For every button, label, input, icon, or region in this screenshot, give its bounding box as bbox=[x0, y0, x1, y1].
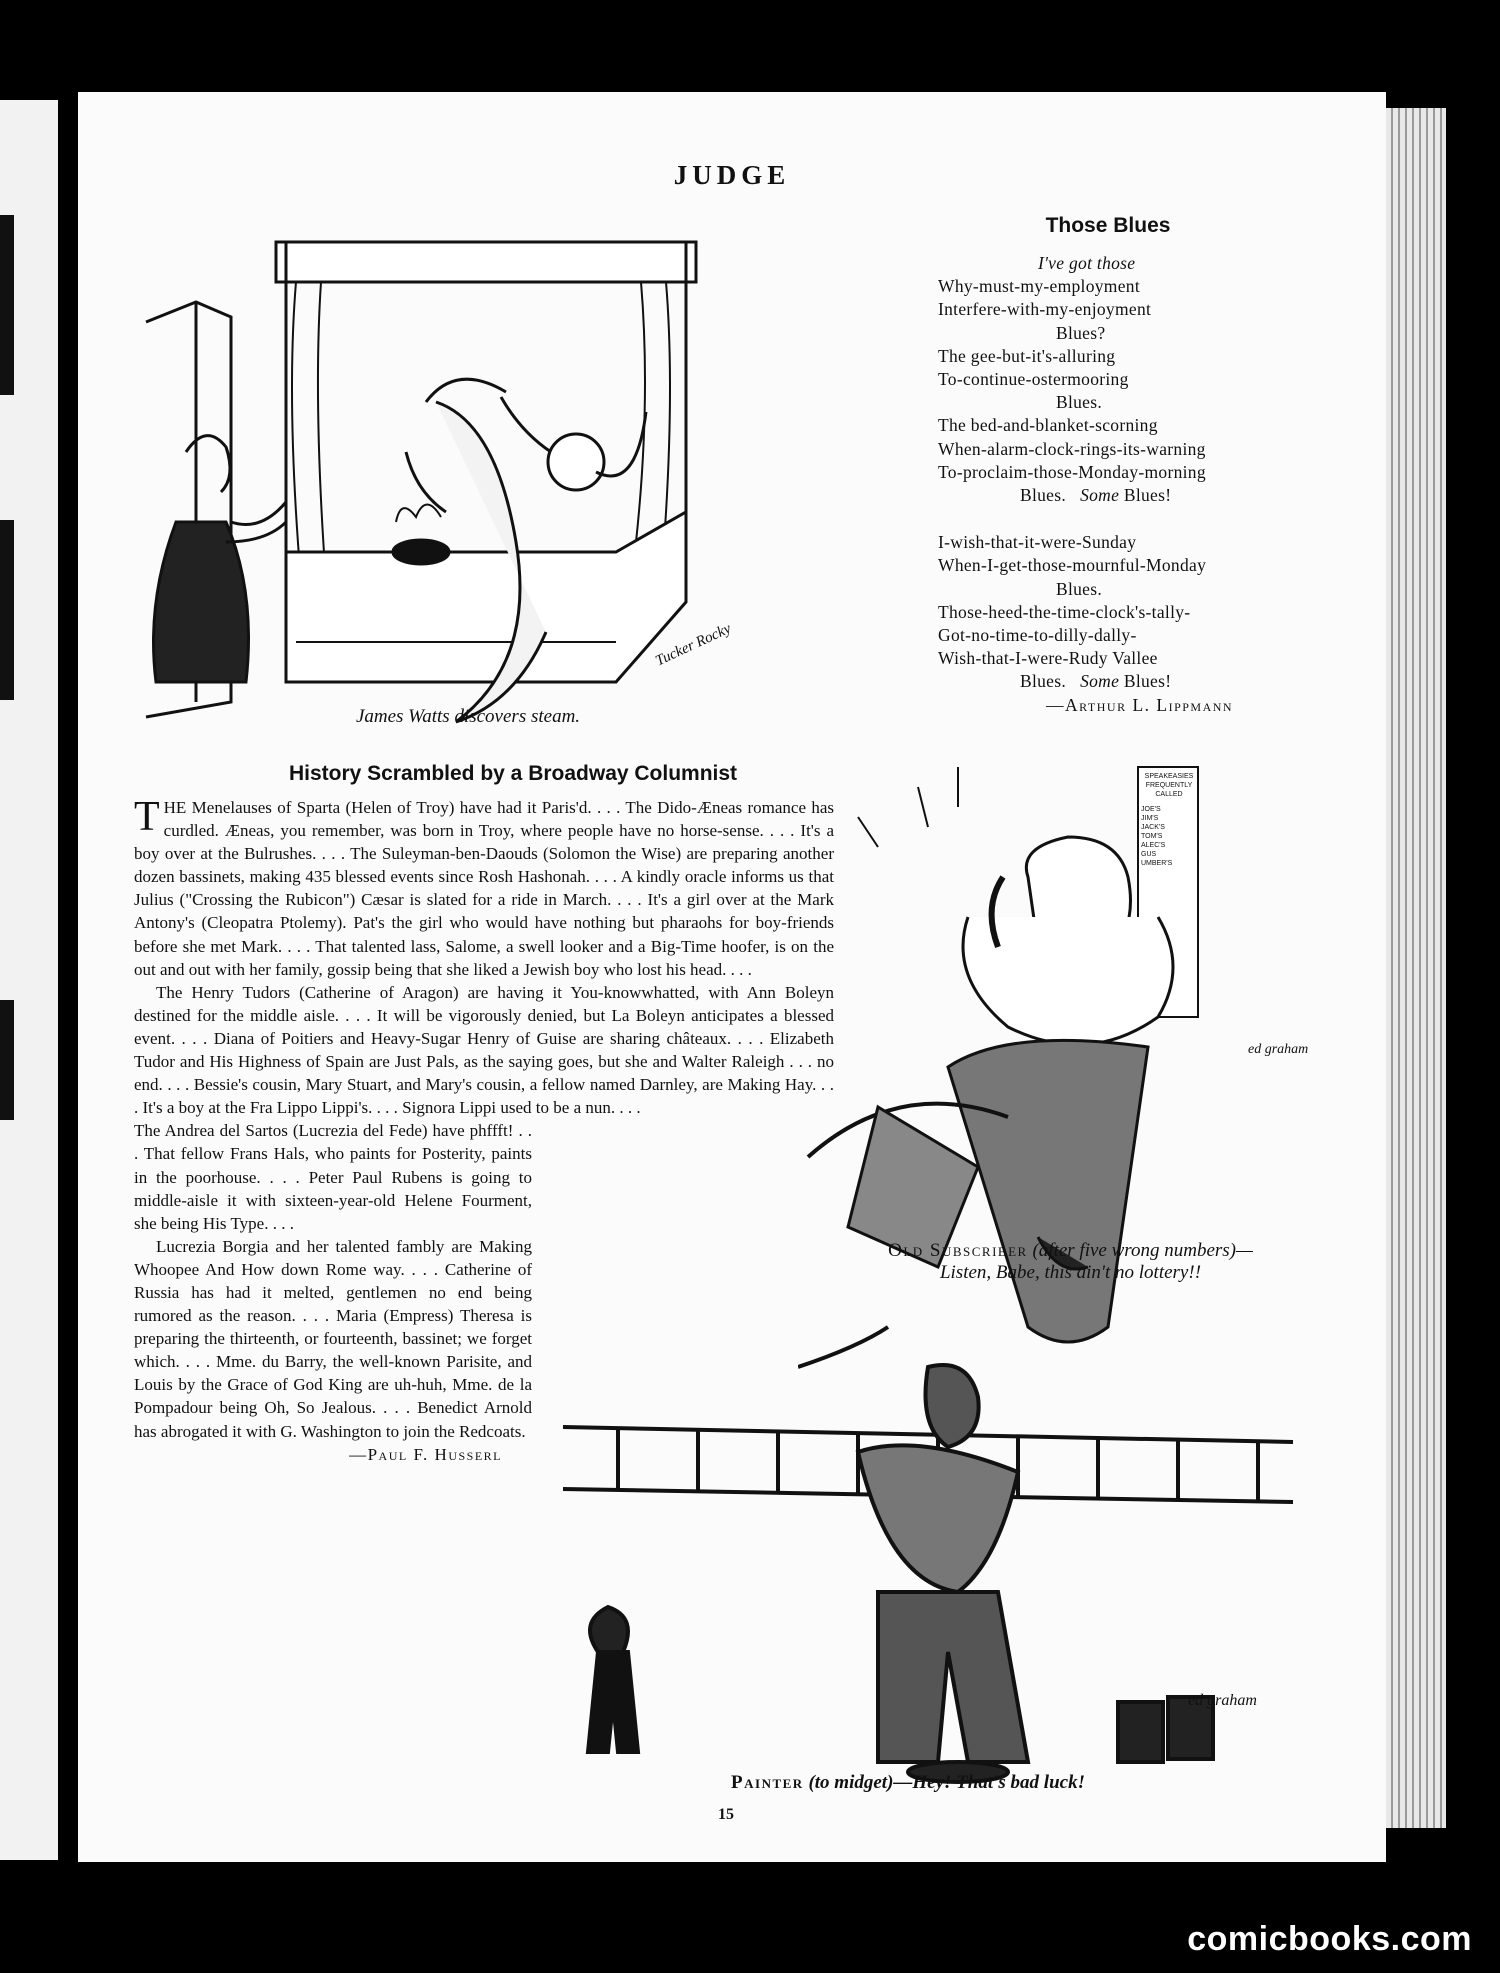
poem-title: Those Blues bbox=[1045, 214, 1171, 237]
poem-line: Blues. bbox=[1020, 485, 1067, 506]
poem-line: Got-no-time-to-dilly-dally- bbox=[938, 625, 1137, 646]
board-entry: TOM'S bbox=[1141, 833, 1163, 840]
poem-line: Blues. bbox=[1056, 392, 1103, 413]
board-title: SPEAKEASIES FREQUENTLY CALLED bbox=[1144, 773, 1194, 798]
poem-line: When-alarm-clock-rings-its-warning bbox=[938, 438, 1206, 459]
board-entry: JIM'S bbox=[1141, 815, 1159, 822]
board-entry: JOE'S bbox=[1141, 806, 1161, 813]
poem-line: Why-must-my-employment bbox=[938, 276, 1140, 297]
cartoon1-caption: James Watts discovers steam. bbox=[355, 706, 581, 727]
poem-line: Blues? bbox=[1056, 322, 1106, 343]
poem-line: The gee-but-it's-alluring bbox=[938, 345, 1116, 366]
board-entry: ALEC'S bbox=[1141, 842, 1166, 849]
article-paragraph: The Henry Tudors (Catherine of Aragon) are having it You-knowwhatted, with Ann Boleyn destined for the middle aisle. . . . It will be vigorously denied, but La Boleyn anticipates a blessed event. . . . Diana of Poitiers and Heavy-Sugar Henry of Guise are sharing châteaux. . . . Elizabeth Tudor and His Highness of Spain are Just Pals, as the saying goes, but she and Walter Raleigh . . . no end. . . . Bessie's cousin, Mary Stuart, and Mary's cousin, a fellow named Darnley, are Making Hay. . . . It's a boy at the Fra Lippo Lippi's. . . . Signora Lippi used to be a nun. . . . bbox=[134, 982, 834, 1118]
cartoon3-caption bbox=[618, 1772, 1198, 1794]
page-number: 15 bbox=[718, 1806, 734, 1823]
cartoon2-caption bbox=[868, 1240, 1273, 1284]
board-entry: JACK'S bbox=[1141, 824, 1165, 831]
running-head: JUDGE bbox=[673, 160, 791, 190]
watermark: comicbooks.com bbox=[1187, 1920, 1472, 1958]
board-entry: GUS bbox=[1141, 851, 1157, 858]
caption-speaker: Old Subscriber bbox=[888, 1240, 1028, 1261]
caption-speaker: Painter bbox=[731, 1772, 804, 1793]
poem-line: Blues! bbox=[1123, 671, 1172, 692]
book-page-edges bbox=[1386, 108, 1446, 1828]
article-paragraph: Lucrezia Borgia and her talented fambly are Making Whoopee And How down Rome way. . . . Catherine of Russia has had it melted, gentlemen no end being rumored as the reason. . . . Maria (Empress) Theresa is preparing the thirteenth, or fourteenth, bassinet; we forget which. . . . Mme. du Barry, the well-known Parisite, and Louis by the Grace of God King are uh-huh, Mme. de la Pompadour being Oh, So Jealous. . . . Benedict Arnold has abrogated it with G. Washington to join the Redcoats. bbox=[134, 1236, 532, 1441]
poem-line: I-wish-that-it-were-Sunday bbox=[938, 532, 1137, 553]
speakeasy-board bbox=[1141, 772, 1197, 868]
magazine-page bbox=[78, 92, 1386, 1862]
cartoon-painter bbox=[558, 1362, 1298, 1802]
article-title: History Scrambled by a Broadway Columnist bbox=[288, 762, 738, 785]
cartoon-old-subscriber bbox=[798, 757, 1318, 1377]
caption-text: (to midget)—Hey! That's bad luck! bbox=[808, 1772, 1085, 1793]
poem-line: Interfere-with-my-enjoyment bbox=[938, 299, 1152, 320]
poem-line: The bed-and-blanket-scorning bbox=[938, 415, 1158, 436]
poem-line: When-I-get-those-mournful-Monday bbox=[938, 555, 1207, 576]
caption-text: (after five wrong numbers)—Listen, Babe, this ain't no lottery!! bbox=[939, 1240, 1253, 1283]
cartoon3-signature: ed graham bbox=[1188, 1692, 1257, 1709]
drop-cap: T bbox=[134, 794, 160, 840]
article-author: —Paul F. Husserl bbox=[349, 1444, 502, 1464]
poem-line: Wish-that-I-were-Rudy Vallee bbox=[938, 648, 1158, 669]
poem-line: I've got those bbox=[1038, 253, 1136, 273]
cartoon2-signature: ed graham bbox=[1248, 1042, 1309, 1057]
article-paragraph: The Andrea del Sartos (Lucrezia del Fede) have phffft! . . . That fellow Frans Hals, who paints for Posterity, paints in the poorhouse. . . . Peter Paul Rubens is going to middle-aisle it with sixteen-year-old Helene Fourment, she being His Type. . . . bbox=[134, 1121, 532, 1233]
poem-line: To-continue-ostermooring bbox=[938, 369, 1129, 390]
poem-line: Blues! bbox=[1123, 485, 1172, 506]
article-narrow-column bbox=[134, 1119, 532, 1465]
facing-page-edge bbox=[0, 100, 58, 1860]
poem-line: Those-heed-the-time-clock's-tally- bbox=[938, 601, 1191, 622]
poem-line-refrain bbox=[938, 484, 1278, 507]
article-paragraph: THE Menelauses of Sparta (Helen of Troy) have had it Paris'd. . . . The Dido-Æneas romance has curdled. Æneas, you remember, was born in Troy, where people have no horse-sense. . . . It's a boy over at the Bulrushes. . . . The Suleyman-ben-Daouds (Solomon the Wise) are preparing another dozen bassinets, making 435 blessed events since Rosh Hashonah. . . . A kindly oracle informs us that Julius ("Crossing the Rubicon") Cæsar is slated for a ride in March. . . . It's a girl over at the Mark Antony's (Cleopatra Ptolemy). Pat's the girl who would have nothing but pharaohs for boy-friends before she met Mark. . . . That talented lass, Salome, a swell looker and a Big-Time hoofer, is on the out and out with her family, gossip being that she liked a Jewish boy who lost his head. . . . bbox=[134, 794, 834, 979]
board-entry: UMBER'S bbox=[1141, 860, 1173, 867]
poem-line: To-proclaim-those-Monday-morning bbox=[938, 461, 1206, 482]
poem-author: —Arthur L. Lippmann bbox=[1046, 694, 1234, 715]
poem-line: Some bbox=[1080, 485, 1120, 506]
poem-line: Some bbox=[1080, 671, 1120, 692]
poem-line: Blues. bbox=[1020, 671, 1067, 692]
poem-line: Blues. bbox=[1056, 578, 1103, 599]
cartoon1-signature: Tucker Rocky bbox=[653, 620, 734, 670]
poem-body bbox=[938, 252, 1278, 717]
poem-line-refrain bbox=[938, 670, 1278, 693]
